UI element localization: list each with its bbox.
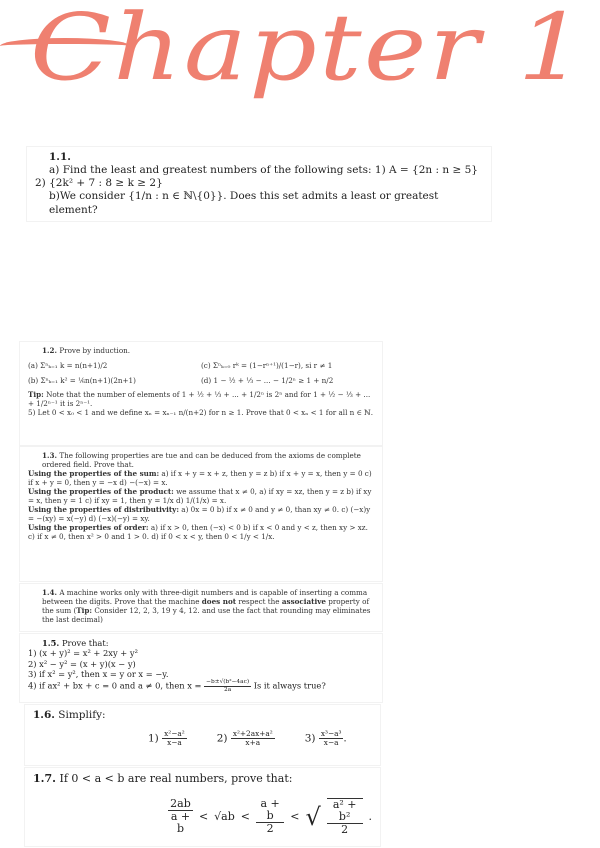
item-2: 2) x² − y² = (x + y)(x − y) bbox=[28, 658, 136, 669]
part-a: a) Find the least and greatest numbers of the following sets: 1) A = {2n : n ≥ 5} bbox=[49, 164, 478, 177]
distributivity-label: Using the properties of distributivity: bbox=[28, 505, 179, 514]
numerator: a² + b² bbox=[327, 799, 363, 824]
product-label: Using the properties of the product: bbox=[28, 487, 174, 496]
item-1: 1) (x + y)² = x² + 2xy + y² bbox=[28, 648, 138, 659]
numerator: 2ab bbox=[168, 798, 193, 811]
distributivity-items: a) 0x = 0 b) if x ≠ 0 and y ≠ 0, than xy ≠ 0. c) (−x)y = −(xy) = x(−y) d) (−x)(−y) = xy. bbox=[28, 505, 371, 523]
label: 2) bbox=[216, 732, 228, 745]
exercise-number: 1.6. bbox=[33, 709, 55, 721]
product-items: we assume that x ≠ 0, a) if xy = xz, then y = z b) if xy = x, then y = 1 c) if xy = 1, then y = 1/x d) 1/(1/x) = x. bbox=[28, 487, 372, 505]
intro: If 0 < a < b are real numbers, prove that: bbox=[59, 772, 293, 785]
exercise-number: 1.2. bbox=[42, 346, 58, 355]
bold-text: does not bbox=[201, 597, 237, 606]
exercise-1-3 bbox=[20, 447, 382, 581]
exercise-1-7: 1.7. If 0 < a < b are real numbers, prove that: $\frac{2ab}{a + b}$ < √ab < $\frac{a + b}{2}$ < √ $\frac{\text{a² + b²}}{2}$ . bbox=[25, 768, 380, 846]
text: property of the sum ( bbox=[42, 597, 370, 615]
tip-label: Tip: bbox=[28, 390, 44, 399]
numerator: a + b bbox=[256, 798, 284, 823]
exercise-1-6: 1.6. Simplify: 1) $\frac{\text{x²−a²}}{x-a}$ 2) $\frac{\text{x²+2ax+a²}}{x+a}$ 3) $\frac{\text{x³−a³}}{x-a}$ . bbox=[25, 705, 380, 765]
exercise-number: 1.1. bbox=[49, 151, 71, 163]
exercise-1-4 bbox=[20, 584, 382, 631]
intro: Simplify: bbox=[58, 709, 106, 721]
denominator: 2 bbox=[266, 822, 274, 836]
exercise-number: 1.5. bbox=[42, 638, 60, 648]
sqrt-icon: √ bbox=[305, 802, 321, 831]
bold-text: associative bbox=[281, 597, 326, 606]
denominator: x+a bbox=[245, 738, 261, 748]
denominator: a + b bbox=[170, 810, 191, 836]
exercise-1-1 bbox=[27, 147, 491, 221]
intro: Prove that: bbox=[61, 638, 109, 648]
item-4 bbox=[28, 679, 374, 693]
chapter-title: Chapter 1 bbox=[30, 0, 588, 101]
item-c: (c) Σⁿₖ₌₀ rᵏ = (1−rⁿ⁺¹)/(1−r), si r ≠ 1 bbox=[201, 361, 333, 370]
item-b: (b) Σⁿₖ₌₁ k² = ⅙n(n+1)(2n+1) bbox=[28, 376, 136, 385]
part-a2: 2) {2k² + 7 : 8 ≥ k ≥ 2} bbox=[35, 177, 163, 190]
part-b: b)We consider {1/n : n ∈ ℕ\{0}}. Does this set admits a least or greatest element? bbox=[49, 190, 439, 216]
less-than: < bbox=[240, 810, 250, 824]
item-3: 3) if x² = y², then x = y or x = −y. bbox=[28, 669, 169, 680]
text: Is it always true? bbox=[253, 680, 326, 691]
denominator: 2 bbox=[341, 822, 349, 836]
item-d: (d) 1 − ½ + ⅓ − ... − 1/2ⁿ ≥ 1 + n/2 bbox=[201, 376, 334, 385]
label: 3) bbox=[304, 732, 316, 745]
denominator: 2a bbox=[224, 686, 232, 693]
sum-label: Using the properties of the sum: bbox=[28, 469, 160, 478]
order-label: Using the properties of order: bbox=[28, 523, 149, 532]
text: A machine works only with three-digit numbers and is capable of inserting a comma between the digits. Prove that the machine bbox=[42, 588, 368, 606]
less-than: < bbox=[290, 810, 300, 824]
denominator: x−a bbox=[167, 738, 182, 748]
label: 1) bbox=[148, 732, 159, 745]
tip-label: Tip: bbox=[76, 606, 93, 615]
text: 4) if ax² + bx + c = 0 and a ≠ 0, then x = bbox=[28, 680, 202, 691]
sqrt-ab: √ab bbox=[214, 810, 235, 824]
item-5: 5) Let 0 < x₀ < 1 and we define xₙ = xₙ₋₁ n/(n+2) for n ≥ 1. Prove that 0 < xₙ < 1 for all n ∈ ℕ. bbox=[28, 408, 374, 417]
text: respect the bbox=[238, 597, 280, 606]
intro: Prove by induction. bbox=[59, 346, 131, 355]
order-items: a) if x > 0, then (−x) < 0 b) if x < 0 and y < z, then xy > xz. c) if x ≠ 0, then x² > 0 and 1 > 0. d) if 0 < x < y, then 0 < 1/y < 1/x. bbox=[28, 523, 368, 541]
intro: The following properties are tue and can be deduced from the axioms de complete ordered field. Prove that. bbox=[42, 451, 361, 469]
item-a: (a) Σⁿₖ₌₁ k = n(n+1)/2 bbox=[28, 361, 108, 370]
numerator: x²+2ax+a² bbox=[232, 729, 273, 739]
exercise-number: 1.3. bbox=[42, 451, 58, 460]
tip-text: Note that the number of elements of 1 + ½ + ⅓ + ... + 1/2ⁿ is 2ⁿ and for 1 + ½ − ⅓ + ... + 1/2ⁿ⁻¹ it is 2ⁿ⁻¹. bbox=[28, 390, 371, 408]
tip-text: Consider 12, 2, 3, 19 y 4, 12. and use the fact that rounding may eliminates the last decimal) bbox=[42, 606, 371, 624]
denominator: x−a bbox=[323, 738, 339, 748]
numerator: −b±√(b²−4ac) bbox=[206, 679, 250, 686]
exercise-number: 1.4. bbox=[42, 588, 58, 597]
numerator: x³−a³ bbox=[320, 729, 342, 739]
exercise-1-5 bbox=[20, 634, 382, 702]
exercise-number: 1.7. bbox=[33, 772, 56, 785]
exercise-1-2 bbox=[20, 342, 382, 445]
less-than: < bbox=[198, 810, 209, 824]
numerator: x²−a² bbox=[164, 729, 185, 739]
sum-items: a) if x + y = x + z, then y = z b) if x + y = x, then y = 0 c) if x + y = 0, then y = −x d) −(−x) = x. bbox=[28, 469, 372, 487]
